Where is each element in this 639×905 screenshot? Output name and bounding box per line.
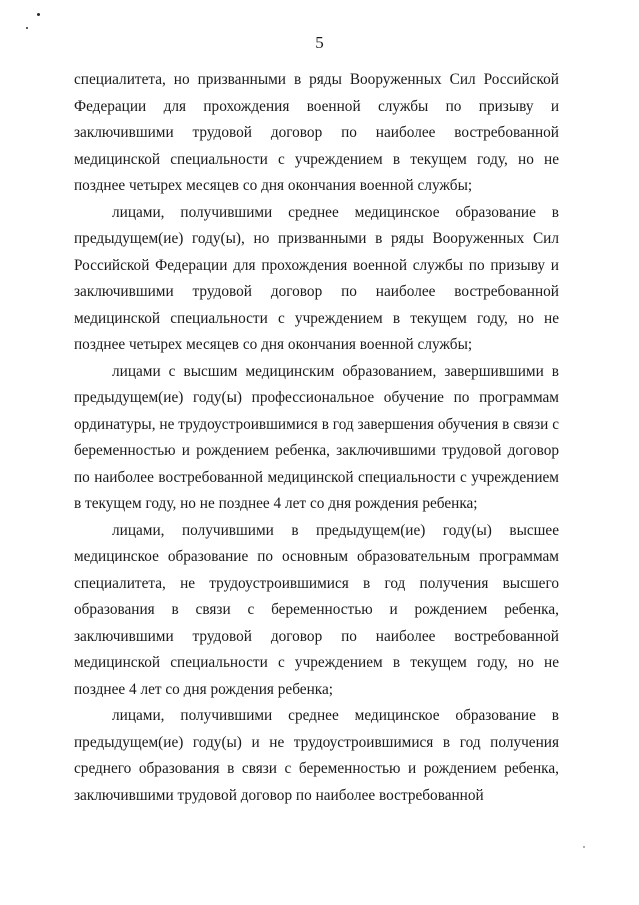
- paragraph-continued: специалитета, но призванными в ряды Вооруженных Сил Российской Федерации для прохождения военной службы по призыву и заключившими трудовой договор по наиболее востребованной медицинской специальности с учреждением в текущем году, но не позднее четырех месяцев со дня окончания военной службы;: [74, 71, 559, 194]
- scan-speck: [26, 27, 28, 29]
- paragraph: лицами, получившими в предыдущем(ие) году(ы) высшее медицинское образование по основным образовательным программам специалитета, не трудоустроившимися в год получения высшего образования в связи с беременностью и рождением ребенка, заключившими трудовой договор по наиболее востребованной медицинской специальности с учреждением в текущем году, но не позднее 4 лет со дня рождения ребенка;: [74, 521, 559, 698]
- document-body: [74, 67, 559, 809]
- scan-speck: [37, 13, 40, 16]
- paragraph: лицами с высшим медицинским образованием, завершившими в предыдущем(ие) году(ы) профессиональное обучение по программам ординатуры, не трудоустроившимися в год завершения обучения в связи с беременностью и рождением ребенка, заключившими трудовой договор по наиболее востребованной медицинской специальности с учреждением в текущем году, но не позднее 4 лет со дня рождения ребенка;: [74, 362, 559, 512]
- page-number: 5: [315, 33, 324, 52]
- paragraph: лицами, получившими среднее медицинское образование в предыдущем(ие) году(ы), но призванными в ряды Вооруженных Сил Российской Федерации для прохождения военной службы по призыву и заключившими трудовой договор по наиболее востребованной медицинской специальности с учреждением в текущем году, но не позднее четырех месяцев со дня окончания военной службы;: [74, 203, 559, 353]
- paragraph: лицами, получившими среднее медицинское образование в предыдущем(ие) году(ы) и не трудоустроившимися в год получения среднего образования в связи с беременностью и рождением ребенка, заключившими трудовой договор по наиболее востребованной: [74, 707, 559, 804]
- scan-speck: [583, 846, 585, 848]
